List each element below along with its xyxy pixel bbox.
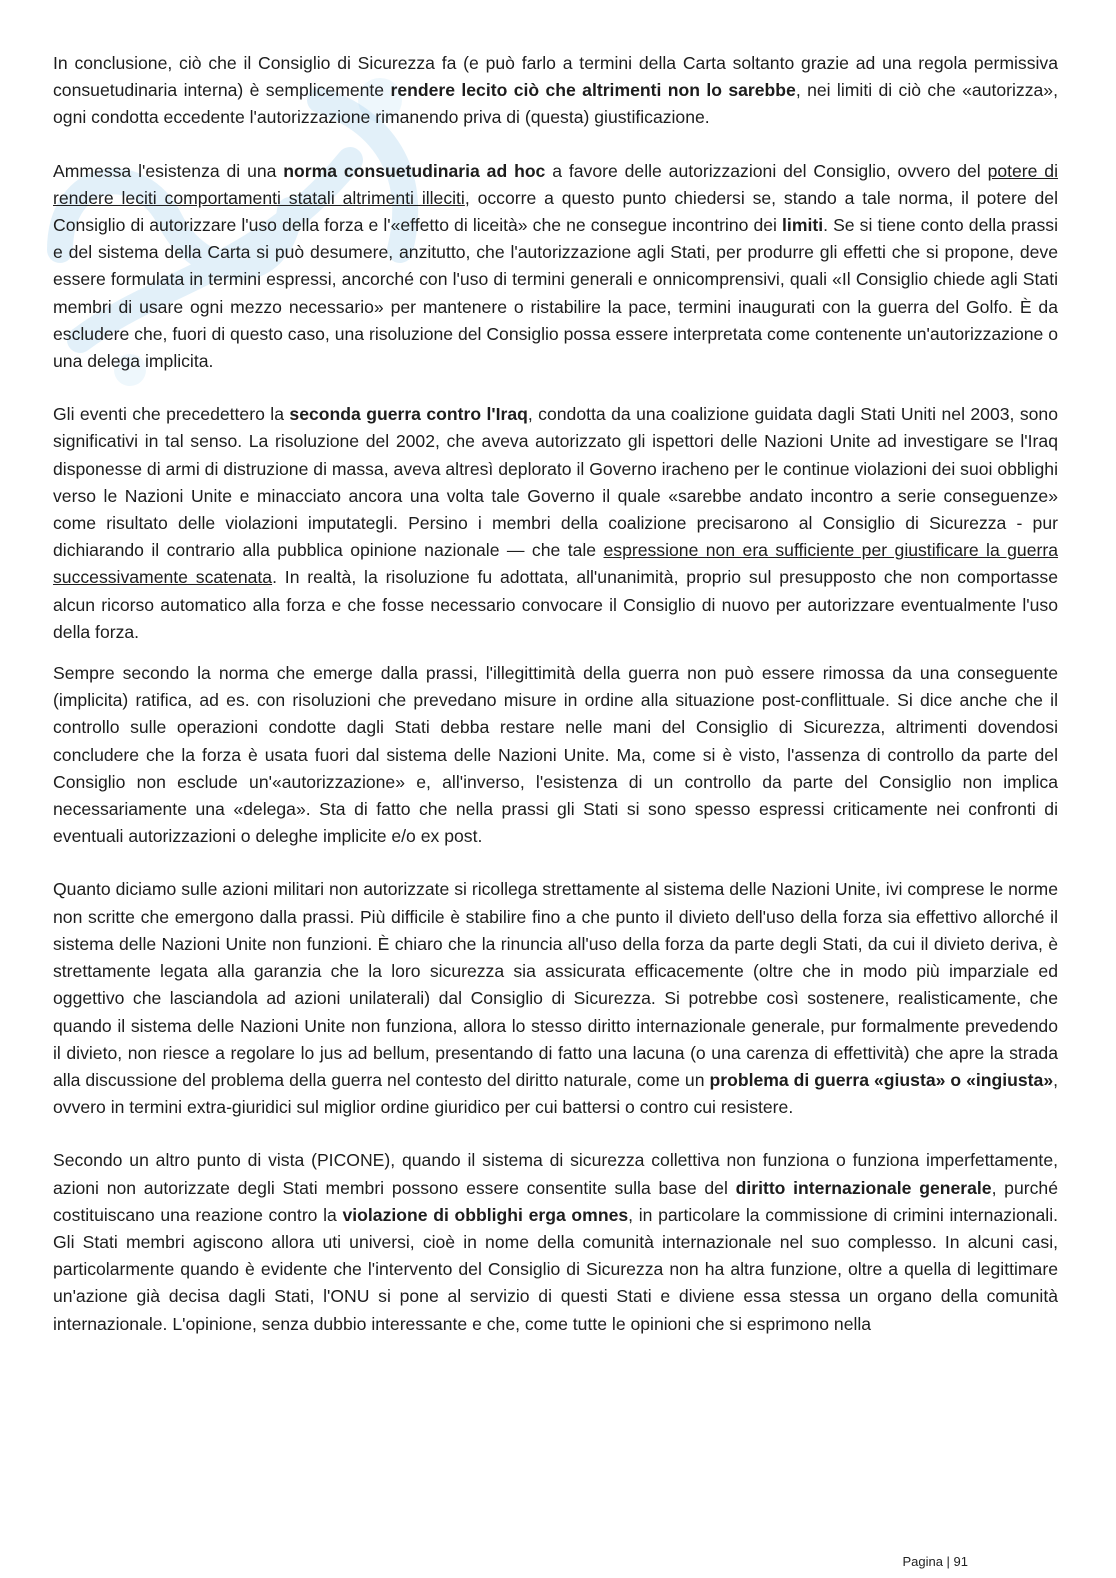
text-run: , in particolare la commissione di crimini internazionali. Gli Stati membri agiscono allora uti universi, cioè in nome della comunità internazionale nel suo complesso. In alcuni casi, particolarmente quando è evidente che l'intervento del Consiglio di Sicurezza non ha altra funzione, oltre a quella di legittimare un'azione già decisa dagli Stati, l'ONU si pone al servizio di questi Stati e diviene essa stessa un organo della comunità internazionale. L'opinione, senza dubbio interessante e che, come tutte le opinioni che si esprimono nella [53, 1204, 1059, 1334]
text-run: a favore delle autorizzazioni del Consiglio, ovvero del [545, 160, 988, 181]
text-run: In conclusione, ciò che il Consiglio di Sicurezza fa (e può farlo a termini della Carta soltanto grazie ad una regola permissiva consuetudinaria interna) è semplicemente [53, 53, 1058, 101]
text-run: Gli eventi che precedettero la [53, 404, 290, 425]
text-run: Secondo un altro punto di vista (PICONE), quando il sistema di sicurezza collettiva non funziona o funziona imperfettamente, azioni non autorizzate degli Stati membri possono essere consentite sulla base del [53, 1150, 1058, 1198]
bold-text: rendere lecito ciò che altrimenti non lo sarebbe [390, 80, 796, 101]
bold-text: diritto internazionale generale [735, 1177, 992, 1198]
underlined-text: potere di rendere leciti comportamenti statali altrimenti illeciti [53, 160, 1059, 208]
text-run: Sempre secondo la norma che emerge dalla prassi, l'illegittimità della guerra non può essere rimossa da una conseguente (implicita) ratifica, ad es. con risoluzioni che prevedano misure in ordine alla situazione post-conflittuale. Si dice anche che il controllo sulle operazioni condotte dagli Stati debba restare nelle mani del Consiglio di Sicurezza, altrimenti dovendosi concludere che la forza è usata fuori dal sistema delle Nazioni Unite. Ma, come si è visto, l'assenza di controllo da parte del Consiglio non esclude un'«autorizzazione» e, all'inverso, l'esistenza di un controllo da parte del Consiglio non implica necessariamente una «delega». Sta di fatto che nella prassi gli Stati si sono spesso espressi criticamente nei confronti di eventuali autorizzazioni o deleghe implicite e/o ex post. [53, 663, 1058, 847]
text-run: , nei limiti di ciò che «autorizza», ogni condotta eccedente l'autorizzazione rimanendo priva di (questa) giustificazione. [53, 80, 1058, 128]
text-run: , condotta da una coalizione guidata dagli Stati Uniti nel 2003, sono significativi in tal senso. La risoluzione del 2002, che aveva autorizzato gli ispettori delle Nazioni Unite ad investigare se l'Iraq disponesse di armi di distruzione di massa, aveva altresì deplorato il Governo iracheno per le continue violazioni dei suoi obblighi verso le Nazioni Unite e minacciato ancora una volta tale Governo il quale «sarebbe andato incontro a serie conseguenze» come risultato delle violazioni imputategli. Persino i membri della coalizione precisarono al Consiglio di Sicurezza - pur dichiarando il contrario alla pubblica opinione nazionale — che tale [53, 404, 1058, 561]
text-run: . Se si tiene conto della prassi e del sistema della Carta si può desumere, anzitutto, che l'autorizzazione agli Stati, per produrre gli effetti che si propone, deve essere formulata in termini espressi, ancorché con l'uso di termini generali e onnicomprensivi, quali «Il Consiglio chiede agli Stati membri di usare ogni mezzo necessario» per mantenere o ristabilire la pace, termini inaugurati con la guerra del Golfo. È da escludere che, fuori di questo caso, una risoluzione del Consiglio possa essere interpretata come contenente un'autorizzazione o una delega implicita. [53, 215, 1058, 372]
paragraph-2 [53, 158, 1058, 376]
paragraph-6 [53, 1147, 1058, 1337]
bold-text: violazione di obblighi erga omnes [342, 1204, 629, 1225]
text-run: , purché costituiscano una reazione contro la [53, 1177, 1058, 1225]
paragraph-4 [53, 660, 1058, 850]
paragraph-1 [53, 50, 1058, 132]
text-run: Ammessa l'esistenza di una [53, 160, 284, 181]
text-run: , occorre a questo punto chiedersi se, stando a tale norma, il potere del Consiglio di autorizzare l'uso della forza e l'«effetto di liceità» che ne consegue incontrino dei [53, 187, 1058, 236]
bold-text: problema di guerra «giusta» o «ingiusta» [709, 1069, 1054, 1090]
text-run: , ovvero in termini extra-giuridici sul miglior ordine giuridico per cui battersi o contro cui resistere. [53, 1069, 1059, 1118]
text-run: . In realtà, la risoluzione fu adottata, all'unanimità, proprio sul presupposto che non comportasse alcun ricorso automatico alla forza e che fosse necessario convocare il Consiglio di nuovo per autorizzare eventualmente l'uso della forza. [53, 567, 1058, 642]
underlined-text: espressione non era sufficiente per giustificare la guerra successivamente scatenata [53, 540, 1059, 588]
text-run: Quanto diciamo sulle azioni militari non autorizzate si ricollega strettamente al sistema delle Nazioni Unite, ivi comprese le norme non scritte che emergono dalla prassi. Più difficile è stabilire fino a che punto il divieto dell'uso della forza sia effettivo allorché il sistema delle Nazioni Unite non funzioni. È chiaro che la rinuncia all'uso della forza da parte degli Stati, da cui il divieto deriva, è strettamente legata alla garanzia che la loro sicurezza sia assicurata efficacemente (oltre che in modo più imparziale ed oggettivo che lasciandola ad azioni unilaterali) dal Consiglio di Sicurezza. Si potrebbe così sostenere, realisticamente, che quando il sistema delle Nazioni Unite non funziona, allora lo stesso diritto internazionale generale, pur formalmente prevedendo il divieto, non riesce a regolare lo jus ad bellum, presentando di fatto una lacuna (o una carenza di effettività) che apre la strada alla discussione del problema della guerra nel contesto del diritto naturale, come un [53, 879, 1058, 1090]
page-number: Pagina | 91 [902, 1554, 968, 1569]
bold-text: limiti [782, 215, 824, 236]
document-page [53, 50, 1058, 1338]
paragraph-3 [53, 401, 1058, 646]
bold-text: norma consuetudinaria ad hoc [283, 160, 546, 181]
bold-text: seconda guerra contro l'Iraq [289, 404, 528, 425]
paragraph-5 [53, 876, 1058, 1121]
